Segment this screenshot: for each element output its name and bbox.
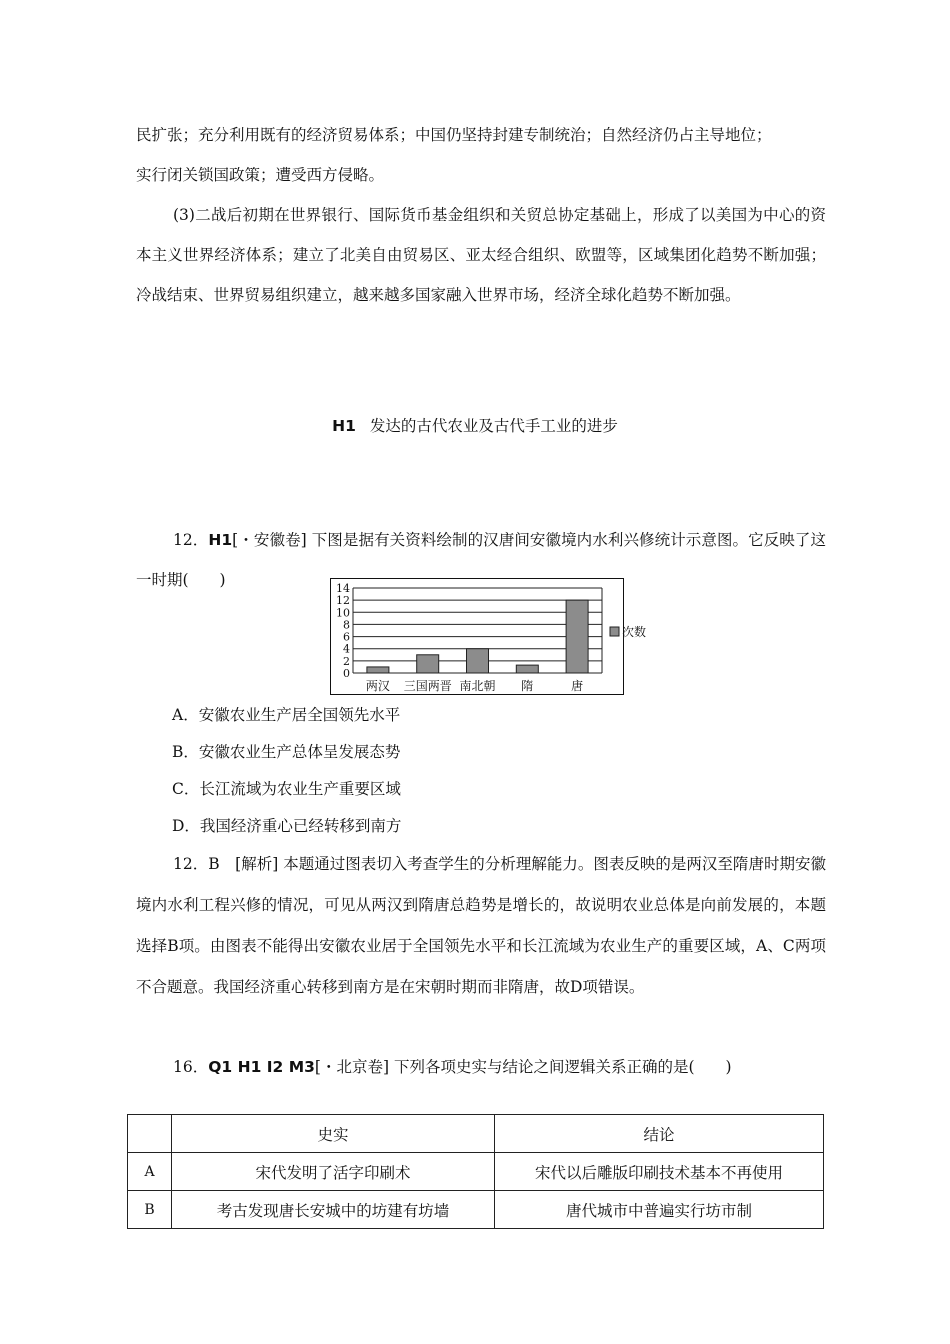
- answer-continuation: [136, 115, 826, 315]
- y-tick-label: 4: [343, 642, 350, 656]
- q16-stem-text: 下列各项史实与结论之间逻辑关系正确的是( ): [393, 1058, 732, 1076]
- row-fact: 宋代发明了活字印刷术: [172, 1153, 495, 1191]
- bar-南北朝: [467, 649, 489, 673]
- q16-source: [・北京卷]: [314, 1058, 390, 1076]
- y-tick-label: 10: [336, 606, 350, 620]
- bar-唐: [566, 600, 588, 673]
- q16-tags: Q1 H1 I2 M3: [208, 1058, 315, 1076]
- row-conclusion: 宋代以后雕版印刷技术基本不再使用: [495, 1153, 824, 1191]
- y-tick-label: 14: [336, 582, 350, 595]
- y-tick-label: 0: [343, 667, 350, 680]
- section-heading: [0, 406, 950, 446]
- y-tick-label: 12: [336, 594, 350, 608]
- option-a: A．安徽农业生产居全国领先水平: [172, 706, 401, 724]
- q12-source: [・安徽卷]: [232, 531, 307, 549]
- y-tick-label: 2: [343, 654, 350, 668]
- q12-number: 12．: [173, 531, 209, 549]
- q16-number: 16．: [173, 1058, 209, 1076]
- facts-table: [127, 1114, 824, 1229]
- x-category-label: 隋: [521, 679, 534, 693]
- x-category-label: 唐: [571, 679, 584, 693]
- x-category-label: 两汉: [365, 679, 390, 693]
- option-d: D．我国经济重心已经转移到南方: [172, 817, 402, 835]
- header-conclusion: 结论: [495, 1115, 824, 1153]
- section-title: 发达的古代农业及古代手工业的进步: [369, 417, 618, 435]
- water-conservancy-chart: [330, 578, 647, 695]
- answer-point-3: (3)二战后初期在世界银行、国际货币基金组织和关贸总协定基础上，形成了以美国为中心的资本主义世界经济体系；建立了北美自由贸易区、亚太经合组织、欧盟等，区域集团化趋势不断加强；冷战结束、世界贸易组织建立，越来越多国家融入世界市场，经济全球化趋势不断加强。: [136, 206, 826, 304]
- bar-两汉: [367, 667, 389, 673]
- table-header-row: [128, 1115, 824, 1153]
- q12-stem-text: 下图是据有关资料绘制的汉唐间安徽境内水利兴修统计示意图。它反映了这一时期( ): [136, 531, 826, 589]
- table-row: [128, 1153, 824, 1191]
- q12-answer: [136, 844, 826, 1008]
- x-category-label: 三国两晋: [403, 679, 452, 693]
- chart-svg: [331, 579, 647, 694]
- answer-line-1: 民扩张；充分利用既有的经济贸易体系；中国仍坚持封建专制统治；自然经济仍占主导地位；: [136, 126, 772, 144]
- row-fact: 考古发现唐长安城中的坊建有坊墙: [172, 1191, 495, 1229]
- row-conclusion: 唐代城市中普遍实行坊市制: [495, 1191, 824, 1229]
- q12-tag: H1: [208, 531, 233, 549]
- answer-line-2: 实行闭关锁国政策；遭受西方侵略。: [136, 166, 385, 184]
- q12-answer-head: 12．B [解析]: [173, 855, 279, 873]
- y-tick-label: 6: [343, 630, 350, 644]
- row-key: B: [128, 1191, 172, 1229]
- q12-options: [172, 697, 401, 845]
- header-fact: 史实: [172, 1115, 495, 1153]
- option-c: C．长江流域为农业生产重要区域: [172, 780, 401, 798]
- row-key: A: [128, 1153, 172, 1191]
- table-row: [128, 1191, 824, 1229]
- section-code: H1: [332, 417, 356, 435]
- x-category-label: 南北朝: [459, 679, 496, 693]
- option-b: B．安徽农业生产总体呈发展态势: [172, 743, 401, 761]
- bar-三国两晋: [417, 655, 439, 673]
- bar-隋: [516, 665, 538, 673]
- legend-swatch: [610, 627, 619, 636]
- question-16-stem: [136, 1047, 826, 1087]
- q12-answer-body: 本题通过图表切入考查学生的分析理解能力。图表反映的是两汉至隋唐时期安徽境内水利工程兴修的情况，可见从两汉到隋唐总趋势是增长的，故说明农业总体是向前发展的，本题选择B项。由图表不能得出安徽农业居于全国领先水平和长江流域为农业生产的重要区域，A、C两项不合题意。我国经济重心转移到南方是在宋朝时期而非隋唐，故D项错误。: [136, 855, 826, 996]
- header-key: [128, 1115, 172, 1153]
- y-tick-label: 8: [343, 618, 350, 632]
- legend-label: 次数: [622, 625, 647, 639]
